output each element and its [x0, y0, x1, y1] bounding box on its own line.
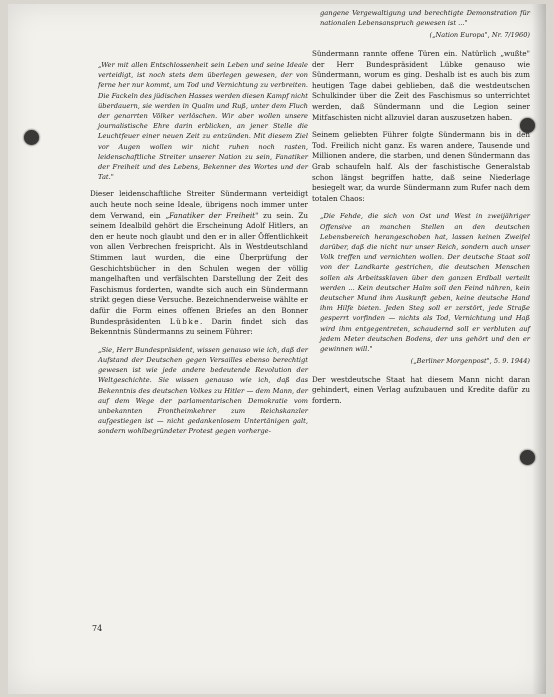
paragraph-1-text-b: " zu sein. Zu seinem Idealbild gehört die Erscheinung Adolf Hitlers, an den er heute noch glaubt und den er in aller Öffentlichkeit von allen Verbrechen freispricht. Als in Westdeutschland Stimmen laut wurden, die eine Überprüfung der Geschichtsbücher in den Schulen wegen der völlig mangelhaften und verfälschten Darstellung der Zeit des Faschismus forderten, wandte sich auch ein Sündermann strikt gegen diese Versuche. Bezeichnenderweise wählte er dafür die Form eines offenen Briefes an den Bonner Bundespräsidenten [90, 210, 308, 326]
paragraph-1 [90, 189, 308, 337]
paragraph-4: Der westdeutsche Staat hat diesem Mann nicht daran gehindert, einen Verlag aufzubauen und Kredite dafür zu fordern. [312, 374, 530, 405]
quote-block-1: „Wer mit allen Entschlossenheit sein Leben und seine Ideale verteidigt, ist noch stets dem überlegen gewesen, der von ferne her nur kommt, um Tod und Vernichtung zu verbreiten. Die Fackeln des jüdischen Hasses werden diesen Kampf nicht überdauern, sie werden in Qualm und Ruß, unter dem Fluch der genarrten Völker verlöschen. Wir aber wollen unsere journalistische Ehre darin erblicken, an jener Stelle die Leuchtfeuer einer neuen Zeit zu entzünden. Mit diesem Ziel vor Augen wollen wir nicht ruhen noch rasten, leidenschaftliche Streiter unserer Nation zu sein, Fanatiker der Freiheit und des Lebens, Bekenner des Wortes und der Tat." [98, 61, 308, 182]
paragraph-3: Seinem geliebten Führer folgte Sündermann bis in den Tod. Freilich nicht ganz. Es waren andere, Tausende und Millionen andere, die starben, und denen Sündermann das Grab schaufeln half. Als der faschistische Generalstab schon längst begriffen hatte, daß seine Niederlage besiegelt war, da wurde Sündermann zum Rufer nach dem totalen Chaos: [312, 130, 530, 203]
document-page [8, 4, 546, 694]
page-edge-shadow [532, 4, 546, 694]
paragraph-1-text-c: . Darin findet sich das Bekenntnis Sündermanns zu seinem Führer: [90, 316, 309, 337]
paragraph-1-name: Lübke [169, 316, 201, 326]
paragraph-1-text-a: Dieser leidenschaftliche Streiter Sündermann verteidigt auch heute noch seine Ideale, übrigens noch immer unter dem Verwand, ein [90, 189, 308, 220]
punch-hole-right-bottom [520, 450, 535, 465]
right-column [312, 9, 530, 414]
paragraph-2: Sündermann rannte offene Türen ein. Natürlich „wußte" der Herr Bundespräsident Lübke genauso wie Sündermann, worum es ging. Deshalb ist es auch bis zum heutigen Tage dabei geblieben, daß die westdeutschen Schulkinder über die Zeit des Faschismus so unterrichtet werden, daß Sündermann und die Legion seiner Mitfaschisten nicht allzuviel daran auszusetzen haben. [312, 49, 530, 122]
paragraph-1-emphasis: „Fanatiker der Freiheit [165, 210, 256, 220]
source-citation-2: („Berliner Morgenpost", 5. 9. 1944) [410, 357, 530, 366]
quote-block-2-continued: gangene Vergewaltigung und berechtigte Demonstration für nationalen Lebensanspruch gewesen ist ..." [320, 9, 530, 28]
punch-hole-top [24, 130, 39, 145]
quote-block-3: „Die Fehde, die sich von Ost und West in zweijähriger Offensive an manchen Stellen an den deutschen Lebensbereich herangeschoben hat, lassen keinen Zweifel darüber, daß die nicht nur unser Reich, sondern auch unser Volk treffen und vernichten wollen. Der deutsche Staat soll von der Landkarte gestrichen, die deutschen Menschen sollen als Arbeitssklaven über den ganzen Erdball verteilt werden ... Kein deutscher Halm soll den Feind nähren, kein deutscher Mund ihm Auskunft geben, keine deutsche Hand ihm Hilfe bieten. Jeden Steg soll er zerstört, jede Straße gesperrt vorfinden — nichts als Tod, Vernichtung und Haß wird ihm entgegentreten, schaudernd soll er verbluten auf jedem Meter deutschen Bodens, der uns gehört und den er gewinnen will." [320, 212, 530, 353]
page-number: 74 [92, 624, 103, 633]
quote-block-2: „Sie, Herr Bundespräsident, wissen genauso wie ich, daß der Aufstand der Deutschen gegen Versailles ebenso berechtigt gewesen ist wie jede andere bedeutende Revolution der Weltgeschichte. Sie wissen genauso wie ich, daß das Bekenntnis des deutschen Volkes zu Hitler — dem Mann, der auf dem Wege der parlamentarischen Demokratie vom unbekannten Frontheimkehrer zum Reichskanzler aufgestiegen ist — nicht gedankenlosem Untertänigen galt, sondern wohlbegründeter Protest gegen vorherge- [98, 345, 308, 436]
source-citation-1: („Nation Europa", Nr. 7/1960) [429, 31, 530, 40]
left-column [90, 60, 308, 444]
